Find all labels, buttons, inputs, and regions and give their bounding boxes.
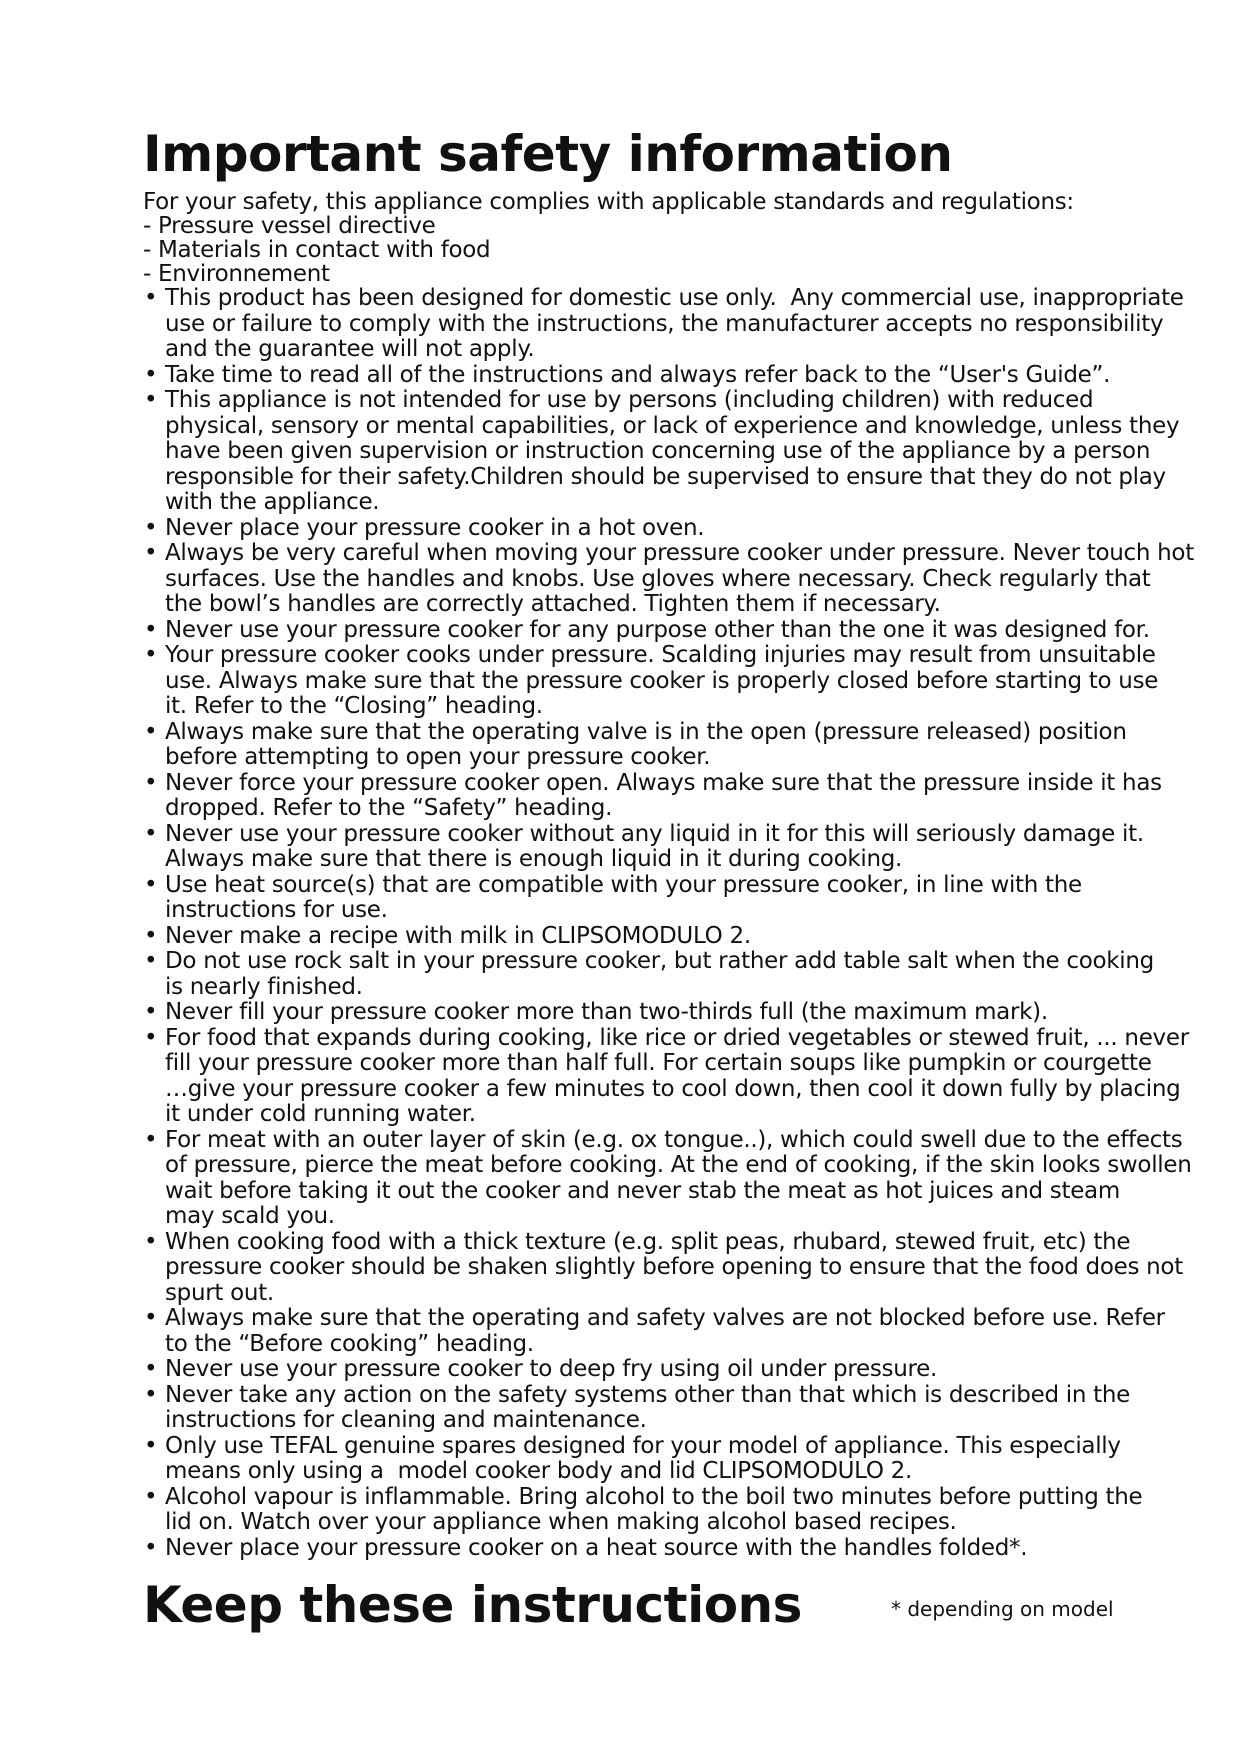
bullet-line: physical, sensory or mental capabilities, or lack of experience and knowledge, unless they — [165, 412, 1180, 439]
safety-bullet — [143, 822, 1241, 873]
bullet-line: responsible for their safety.Children should be supervised to ensure that they do not play — [165, 463, 1166, 490]
safety-bullet — [143, 643, 1241, 720]
bullet-line: When cooking food with a thick texture (e.g. split peas, rhubard, stewed fruit, etc) the — [165, 1228, 1131, 1255]
regulation-item: - Pressure vessel directive — [143, 213, 436, 239]
bullet-line: it. Refer to the “Closing” heading. — [165, 693, 543, 719]
safety-bullet — [143, 924, 1241, 950]
bullet-dot-icon: • — [144, 514, 158, 541]
bullet-dot-icon: • — [144, 718, 158, 745]
bullet-line: before attempting to open your pressure cooker. — [165, 744, 711, 770]
bullet-line: surfaces. Use the handles and knobs. Use gloves where necessary. Check regularly that — [165, 565, 1151, 592]
bullet-dot-icon: • — [144, 922, 158, 949]
bullet-dot-icon: • — [144, 540, 158, 566]
bullet-dot-icon: • — [144, 820, 158, 847]
bullet-line: it under cold running water. — [165, 1101, 476, 1127]
bullet-line: Never place your pressure cooker on a heat source with the handles folded*. — [165, 1534, 1028, 1561]
safety-bullet — [143, 1536, 1241, 1562]
bullet-line: with the appliance. — [165, 489, 380, 515]
safety-bullet — [143, 541, 1241, 618]
bullet-line: pressure cooker should be shaken slightly before opening to ensure that the food does not — [165, 1254, 1183, 1280]
bullet-line: to the “Before cooking” heading. — [165, 1330, 534, 1357]
bullet-line: means only using a model cooker body and lid CLIPSOMODULO 2. — [165, 1458, 913, 1484]
keep-instructions-heading: Keep these instructions — [143, 1576, 802, 1634]
bullet-dot-icon: • — [144, 1356, 158, 1382]
bullet-line: is nearly finished. — [165, 973, 363, 1000]
bullet-line: For food that expands during cooking, like rice or dried vegetables or stewed fruit, ... never — [165, 1024, 1189, 1051]
safety-bullet — [143, 1383, 1241, 1434]
bullet-dot-icon: • — [144, 1126, 158, 1153]
safety-bullet — [143, 1357, 1241, 1383]
safety-bullet — [143, 949, 1241, 1000]
bullet-line: Always make sure that there is enough liquid in it during cooking. — [165, 846, 903, 872]
bullet-line: Never make a recipe with milk in CLIPSOMODULO 2. — [165, 922, 751, 949]
bullet-line: Never use your pressure cooker for any purpose other than the one it was designed for. — [165, 616, 1150, 643]
bullet-line: Never take any action on the safety systems other than that which is described in the — [165, 1381, 1130, 1408]
safety-bullet — [143, 388, 1241, 516]
bullet-dot-icon: • — [144, 999, 158, 1025]
bullet-line: of pressure, pierce the meat before cooking. At the end of cooking, if the skin looks swollen — [165, 1152, 1192, 1178]
intro-text: For your safety, this appliance complies with applicable standards and regulations: — [143, 189, 1074, 215]
bullet-line: spurt out. — [165, 1279, 274, 1306]
bullet-line: Never use your pressure cooker without any liquid in it for this will seriously damage it. — [165, 820, 1144, 847]
bullet-line: wait before taking it out the cooker and never stab the meat as hot juices and steam — [165, 1177, 1120, 1204]
bullet-line: Always be very careful when moving your pressure cooker under pressure. Never touch hot — [165, 540, 1194, 566]
bullet-dot-icon: • — [144, 1024, 158, 1051]
document-page — [143, 122, 1241, 1754]
bullet-line: Always make sure that the operating valve is in the open (pressure released) position — [165, 718, 1127, 745]
bullet-dot-icon: • — [144, 285, 158, 311]
bullet-line: use. Always make sure that the pressure cooker is properly closed before starting to use — [165, 667, 1159, 694]
bullet-line: Do not use rock salt in your pressure cooker, but rather add table salt when the cooking — [165, 948, 1154, 974]
safety-bullet — [143, 363, 1241, 389]
bullet-line: Alcohol vapour is inflammable. Bring alcohol to the boil two minutes before putting the — [165, 1483, 1143, 1510]
page-title: Important safety information — [143, 125, 953, 183]
bullet-dot-icon: • — [144, 616, 158, 643]
safety-bullet — [143, 516, 1241, 542]
bullet-dot-icon: • — [144, 769, 158, 796]
safety-bullet — [143, 1026, 1241, 1128]
footer — [143, 1573, 1241, 1637]
bullet-line: instructions for cleaning and maintenance. — [165, 1407, 647, 1433]
bullet-line: Only use TEFAL genuine spares designed for your model of appliance. This especially — [165, 1432, 1121, 1459]
bullet-line: Take time to read all of the instructions and always refer back to the “User's Guide”. — [165, 361, 1111, 388]
bullet-line: use or failure to comply with the instructions, the manufacturer accepts no responsibility — [165, 310, 1164, 337]
bullet-line: lid on. Watch over your appliance when making alcohol based recipes. — [165, 1509, 957, 1535]
bullet-dot-icon: • — [144, 871, 158, 898]
regulation-item: - Environnement — [143, 261, 330, 287]
bullet-line: may scald you. — [165, 1203, 335, 1229]
bullet-line: Never fill your pressure cooker more than two-thirds full (the maximum mark). — [165, 999, 1048, 1025]
safety-bullet — [143, 618, 1241, 644]
bullet-line: have been given supervision or instruction concerning use of the appliance by a person — [165, 438, 1151, 464]
safety-bullet-list — [143, 286, 1241, 1561]
bullet-line: This appliance is not intended for use by persons (including children) with reduced — [165, 387, 1094, 413]
safety-bullet — [143, 1306, 1241, 1357]
bullet-dot-icon: • — [144, 1228, 158, 1255]
safety-bullet — [143, 1485, 1241, 1536]
bullet-line: Use heat source(s) that are compatible with your pressure cooker, in line with the — [165, 871, 1082, 898]
bullet-dot-icon: • — [144, 1305, 158, 1331]
safety-bullet — [143, 1000, 1241, 1026]
bullet-line: For meat with an outer layer of skin (e.g. ox tongue..), which could swell due to the effects — [165, 1126, 1183, 1153]
bullet-dot-icon: • — [144, 1432, 158, 1459]
bullet-dot-icon: • — [144, 948, 158, 974]
safety-bullet — [143, 720, 1241, 771]
bullet-line: Never place your pressure cooker in a hot oven. — [165, 514, 705, 541]
bullet-line: the bowl’s handles are correctly attached. Tighten them if necessary. — [165, 591, 941, 617]
safety-bullet — [143, 286, 1241, 363]
bullet-dot-icon: • — [144, 642, 158, 668]
bullet-line: This product has been designed for domestic use only. Any commercial use, inappropriate — [165, 285, 1184, 311]
bullet-line: Never force your pressure cooker open. Always make sure that the pressure inside it has — [165, 769, 1162, 796]
safety-bullet — [143, 1230, 1241, 1307]
bullet-line: Your pressure cooker cooks under pressure. Scalding injuries may result from unsuitable — [165, 642, 1156, 668]
footnote: * depending on model — [891, 1597, 1114, 1621]
safety-bullet — [143, 771, 1241, 822]
safety-bullet — [143, 873, 1241, 924]
bullet-line: and the guarantee will not apply. — [165, 336, 535, 362]
regulation-item: - Materials in contact with food — [143, 237, 491, 263]
bullet-dot-icon: • — [144, 1381, 158, 1408]
bullet-dot-icon: • — [144, 1534, 158, 1561]
safety-bullet — [143, 1128, 1241, 1230]
bullet-dot-icon: • — [144, 1483, 158, 1510]
bullet-line: dropped. Refer to the “Safety” heading. — [165, 795, 613, 821]
bullet-dot-icon: • — [144, 387, 158, 413]
bullet-line: Always make sure that the operating and safety valves are not blocked before use. Refer — [165, 1305, 1165, 1331]
bullet-line: fill your pressure cooker more than half full. For certain soups like pumpkin or courgette — [165, 1050, 1152, 1076]
bullet-line: Never use your pressure cooker to deep fry using oil under pressure. — [165, 1356, 938, 1382]
bullet-line: instructions for use. — [165, 897, 388, 923]
bullet-dot-icon: • — [144, 361, 158, 388]
safety-bullet — [143, 1434, 1241, 1485]
bullet-line: …give your pressure cooker a few minutes to cool down, then cool it down fully by placing — [165, 1075, 1181, 1102]
